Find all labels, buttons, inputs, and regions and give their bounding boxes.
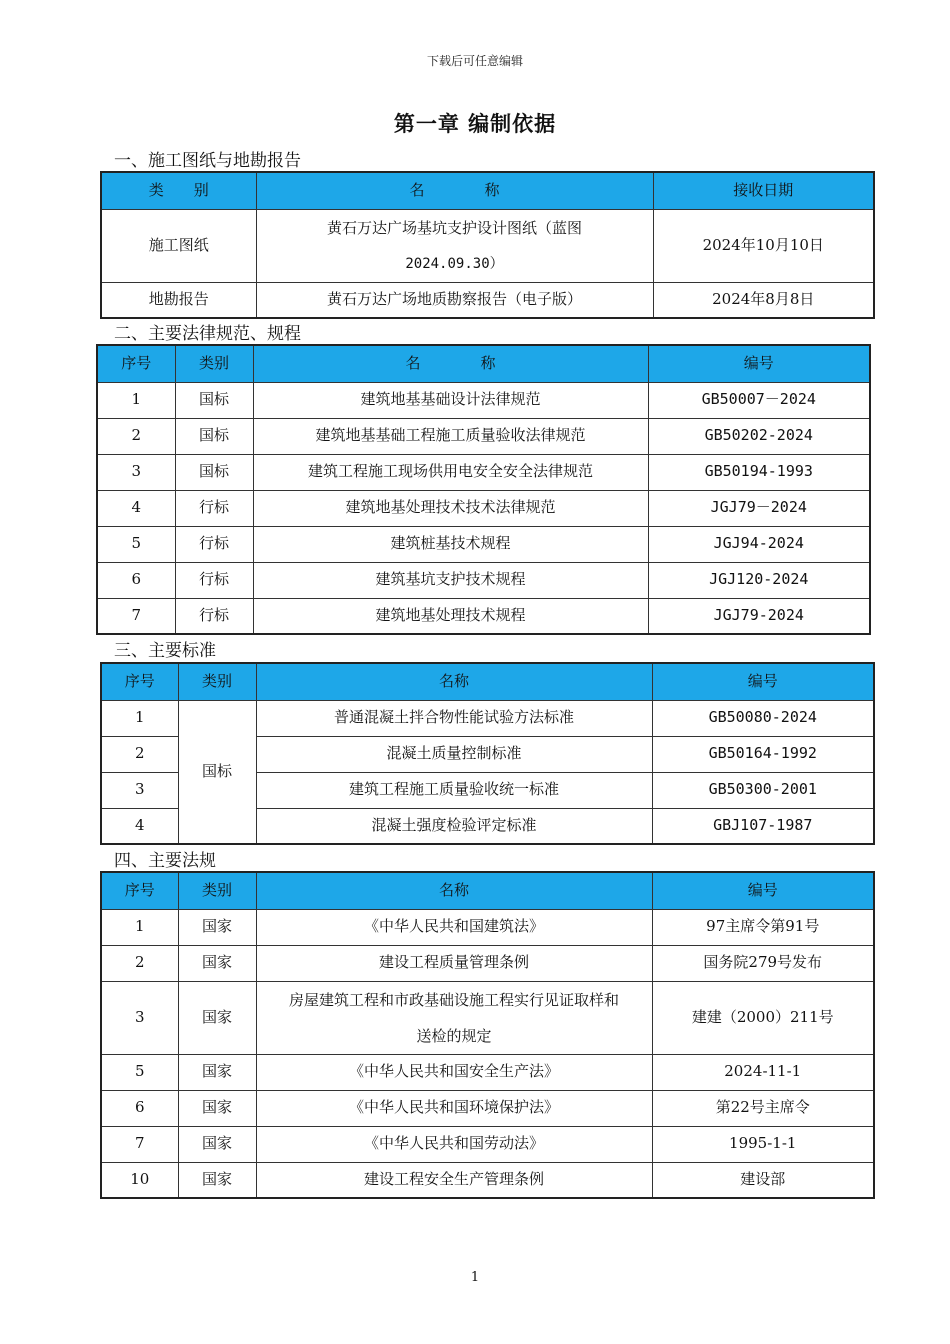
cell-name: 普通混凝土拌合物性能试验方法标准	[256, 700, 652, 736]
table-standards	[100, 662, 875, 845]
cell-name: 建筑地基处理技术规程	[253, 598, 648, 634]
cell-name: 建设工程质量管理条例	[256, 945, 652, 981]
cell-name	[256, 209, 653, 282]
cell-type: 国家	[178, 1090, 256, 1126]
section-heading-regulations: 四、主要法规	[114, 851, 216, 871]
column-header-no: 序号	[97, 345, 175, 382]
column-header-code: 编号	[652, 663, 874, 700]
cell-code: GB50202-2024	[648, 418, 870, 454]
cell-name: 混凝土质量控制标准	[256, 736, 652, 772]
cell-code: JGJ94-2024	[648, 526, 870, 562]
table-row	[101, 945, 874, 981]
cell-name: 建筑基坑支护技术规程	[253, 562, 648, 598]
cell-code: GB50080-2024	[652, 700, 874, 736]
cell-no: 10	[101, 1162, 178, 1198]
cell-no: 5	[101, 1054, 178, 1090]
column-header-name: 名 称	[256, 172, 653, 209]
column-header-type: 类 别	[101, 172, 256, 209]
cell-no: 4	[101, 808, 178, 844]
cell-no: 2	[101, 736, 178, 772]
cell-name: 建筑工程施工质量验收统一标准	[256, 772, 652, 808]
column-header-name: 名称	[256, 872, 652, 909]
cell-type: 国家	[178, 909, 256, 945]
cell-name: 建设工程安全生产管理条例	[256, 1162, 652, 1198]
cell-type: 国家	[178, 1126, 256, 1162]
cell-no: 2	[101, 945, 178, 981]
table-row	[101, 209, 874, 282]
cell-name-line1: 黄石万达广场基坑支护设计图纸（蓝图	[326, 218, 582, 237]
chapter-title: 第一章 编制依据	[393, 111, 557, 136]
table-row	[101, 981, 874, 1054]
cell-code: 第22号主席令	[652, 1090, 874, 1126]
cell-code: 97主席令第91号	[652, 909, 874, 945]
section-heading-standards: 三、主要标准	[114, 641, 216, 661]
column-header-name: 名 称	[253, 345, 648, 382]
column-header-date: 接收日期	[653, 172, 874, 209]
cell-no: 7	[101, 1126, 178, 1162]
table-row	[97, 454, 870, 490]
column-header-no: 序号	[101, 872, 178, 909]
cell-code: 建建（2000）211号	[652, 981, 874, 1054]
cell-name: 《中华人民共和国劳动法》	[256, 1126, 652, 1162]
column-header-name: 名称	[256, 663, 652, 700]
cell-code: 建设部	[652, 1162, 874, 1198]
section-heading-drawings: 一、施工图纸与地勘报告	[114, 151, 301, 171]
column-header-type: 类别	[178, 872, 256, 909]
table-row	[97, 490, 870, 526]
cell-name: 建筑地基基础工程施工质量验收法律规范	[253, 418, 648, 454]
table-row	[97, 526, 870, 562]
cell-type: 国家	[178, 1054, 256, 1090]
cell-code: GB50007－2024	[648, 382, 870, 418]
cell-no: 3	[101, 981, 178, 1054]
cell-date: 2024年8月8日	[653, 282, 874, 318]
cell-name-line2: 2024.09.30）	[405, 255, 504, 272]
cell-no: 7	[97, 598, 175, 634]
cell-name: 建筑工程施工现场供用电安全安全法律规范	[253, 454, 648, 490]
cell-code: JGJ79-2024	[648, 598, 870, 634]
header-note: 下载后可任意编辑	[426, 54, 523, 68]
table-row	[101, 1090, 874, 1126]
table-row	[97, 598, 870, 634]
cell-type: 国标	[175, 418, 253, 454]
cell-name-line1: 房屋建筑工程和市政基础设施工程实行见证取样和	[288, 990, 619, 1009]
cell-name-line2: 送检的规定	[416, 1026, 492, 1045]
cell-type: 国标	[175, 454, 253, 490]
page-number: 1	[470, 1270, 480, 1285]
section-heading-laws-norms: 二、主要法律规范、规程	[114, 324, 301, 344]
cell-type-merged: 国标	[178, 700, 256, 844]
column-header-no: 序号	[101, 663, 178, 700]
cell-code: GBJ107-1987	[652, 808, 874, 844]
cell-type: 施工图纸	[101, 209, 256, 282]
cell-type: 国标	[175, 382, 253, 418]
cell-code: 1995-1-1	[652, 1126, 874, 1162]
table-row	[101, 1162, 874, 1198]
cell-no: 3	[101, 772, 178, 808]
cell-no: 6	[97, 562, 175, 598]
cell-no: 1	[101, 909, 178, 945]
cell-type: 行标	[175, 598, 253, 634]
cell-code: JGJ79－2024	[648, 490, 870, 526]
table-row	[97, 562, 870, 598]
cell-name: 《中华人民共和国环境保护法》	[256, 1090, 652, 1126]
cell-no: 6	[101, 1090, 178, 1126]
cell-code: 2024-11-1	[652, 1054, 874, 1090]
cell-no: 3	[97, 454, 175, 490]
cell-no: 2	[97, 418, 175, 454]
cell-name: 建筑地基基础设计法律规范	[253, 382, 648, 418]
cell-code: GB50300-2001	[652, 772, 874, 808]
cell-code: 国务院279号发布	[652, 945, 874, 981]
cell-code: GB50164-1992	[652, 736, 874, 772]
cell-date: 2024年10月10日	[653, 209, 874, 282]
table-row	[101, 909, 874, 945]
cell-name: 建筑桩基技术规程	[253, 526, 648, 562]
cell-no: 4	[97, 490, 175, 526]
cell-type: 行标	[175, 490, 253, 526]
cell-name: 《中华人民共和国建筑法》	[256, 909, 652, 945]
table-row	[101, 1126, 874, 1162]
cell-name: 《中华人民共和国安全生产法》	[256, 1054, 652, 1090]
table-drawings-reports	[100, 171, 875, 319]
column-header-type: 类别	[178, 663, 256, 700]
table-regulations	[100, 871, 875, 1199]
cell-name	[256, 981, 652, 1054]
cell-name: 黄石万达广场地质勘察报告（电子版）	[256, 282, 653, 318]
cell-no: 1	[97, 382, 175, 418]
cell-no: 1	[101, 700, 178, 736]
column-header-code: 编号	[652, 872, 874, 909]
cell-type: 国家	[178, 1162, 256, 1198]
table-row	[97, 382, 870, 418]
cell-type: 行标	[175, 562, 253, 598]
table-row	[97, 418, 870, 454]
cell-code: JGJ120-2024	[648, 562, 870, 598]
cell-name: 混凝土强度检验评定标准	[256, 808, 652, 844]
column-header-code: 编号	[648, 345, 870, 382]
table-row	[101, 700, 874, 736]
table-laws-norms	[96, 344, 871, 635]
cell-type: 地勘报告	[101, 282, 256, 318]
column-header-type: 类别	[175, 345, 253, 382]
cell-code: GB50194-1993	[648, 454, 870, 490]
table-row	[101, 1054, 874, 1090]
cell-type: 国家	[178, 945, 256, 981]
cell-name: 建筑地基处理技术技术法律规范	[253, 490, 648, 526]
cell-no: 5	[97, 526, 175, 562]
cell-type: 国家	[178, 981, 256, 1054]
cell-type: 行标	[175, 526, 253, 562]
table-row	[101, 282, 874, 318]
